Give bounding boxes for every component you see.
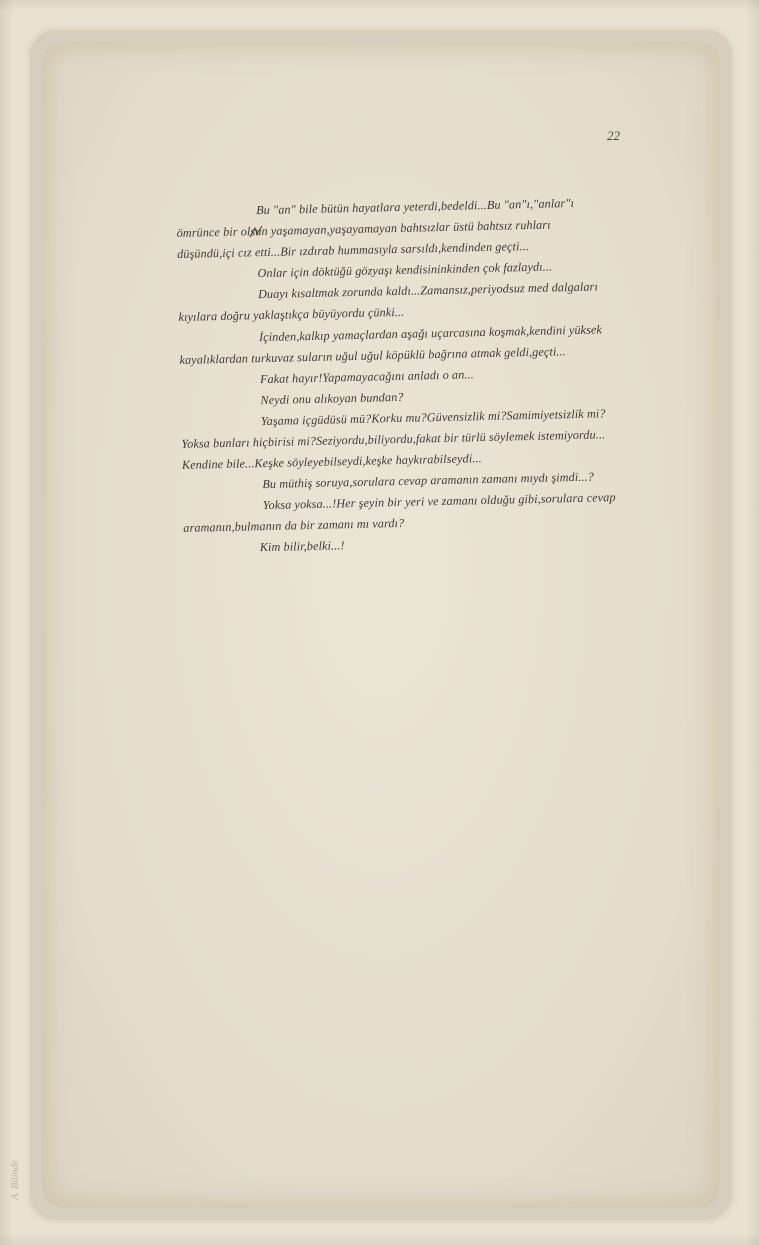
page-number: 22 — [607, 128, 620, 143]
text-line: Onlar için döktüğü gözyaşı kendisininkinden çok fazlaydı... — [257, 259, 553, 281]
text-line: Bu müthiş soruya,sorulara cevap aramanın zamanı mıydı şimdi...? — [262, 469, 595, 492]
text-line: Duayı kısaltmak zorunda kaldı...Zamansız,periyodsuz med dalgaları — [257, 279, 599, 302]
text-line: ömrünce bir olsun yaşamayan,yaşayamayan bahtsızlar üstü bahtsız ruhları — [176, 217, 551, 240]
document-page — [42, 42, 720, 1208]
text-line: Yoksa yoksa...!Her şeyin bir yeri ve zamanı olduğu gibi,sorulara cevap — [262, 490, 616, 513]
text-line: Bu "an" bile bütün hayatlara yeterdi,bedeldi...Bu "an"ı,"anlar"ı — [255, 195, 575, 218]
text-line: Fakat hayır!Yapamayacağını anladı o an... — [259, 367, 474, 387]
text-line: kayalıklardan turkuvaz suların uğul uğul köpüklü bağrına atmak geldi,geçti... — [179, 344, 566, 367]
text-line: Neydi onu alıkoyan bundan? — [260, 389, 404, 408]
text-line: Kendine bile...Keşke söyleyebilseydi,keşke haykırabilseydi... — [181, 451, 482, 472]
text-line: Yoksa bunları hiçbirisi mi?Seziyordu,biliyordu,fakat bir türlü söylemek istemiyordu... — [181, 427, 606, 451]
pen-correction-mark — [248, 225, 264, 239]
margin-signature: A. Bilinde — [10, 1160, 21, 1200]
text-line: Kim bilir,belki...! — [259, 538, 345, 555]
text-line: düşündü,içi cız etti...Bir ızdırab hummasıyla sarsıldı,kendinden geçti... — [176, 239, 530, 261]
text-line: aramanın,bulmanın da bir zamanı mı vardı? — [183, 515, 405, 535]
text-line: kıyılara doğru yaklaştıkça büyüyordu çünki... — [178, 304, 405, 324]
text-line: Yaşama içgüdüsü mü?Korku mu?Güvensizlik mi?Samimiyetsizlik mi? — [260, 406, 606, 429]
text-line: İçinden,kalkıp yamaçlardan aşağı uçarcasına koşmak,kendini yüksek — [258, 322, 603, 345]
